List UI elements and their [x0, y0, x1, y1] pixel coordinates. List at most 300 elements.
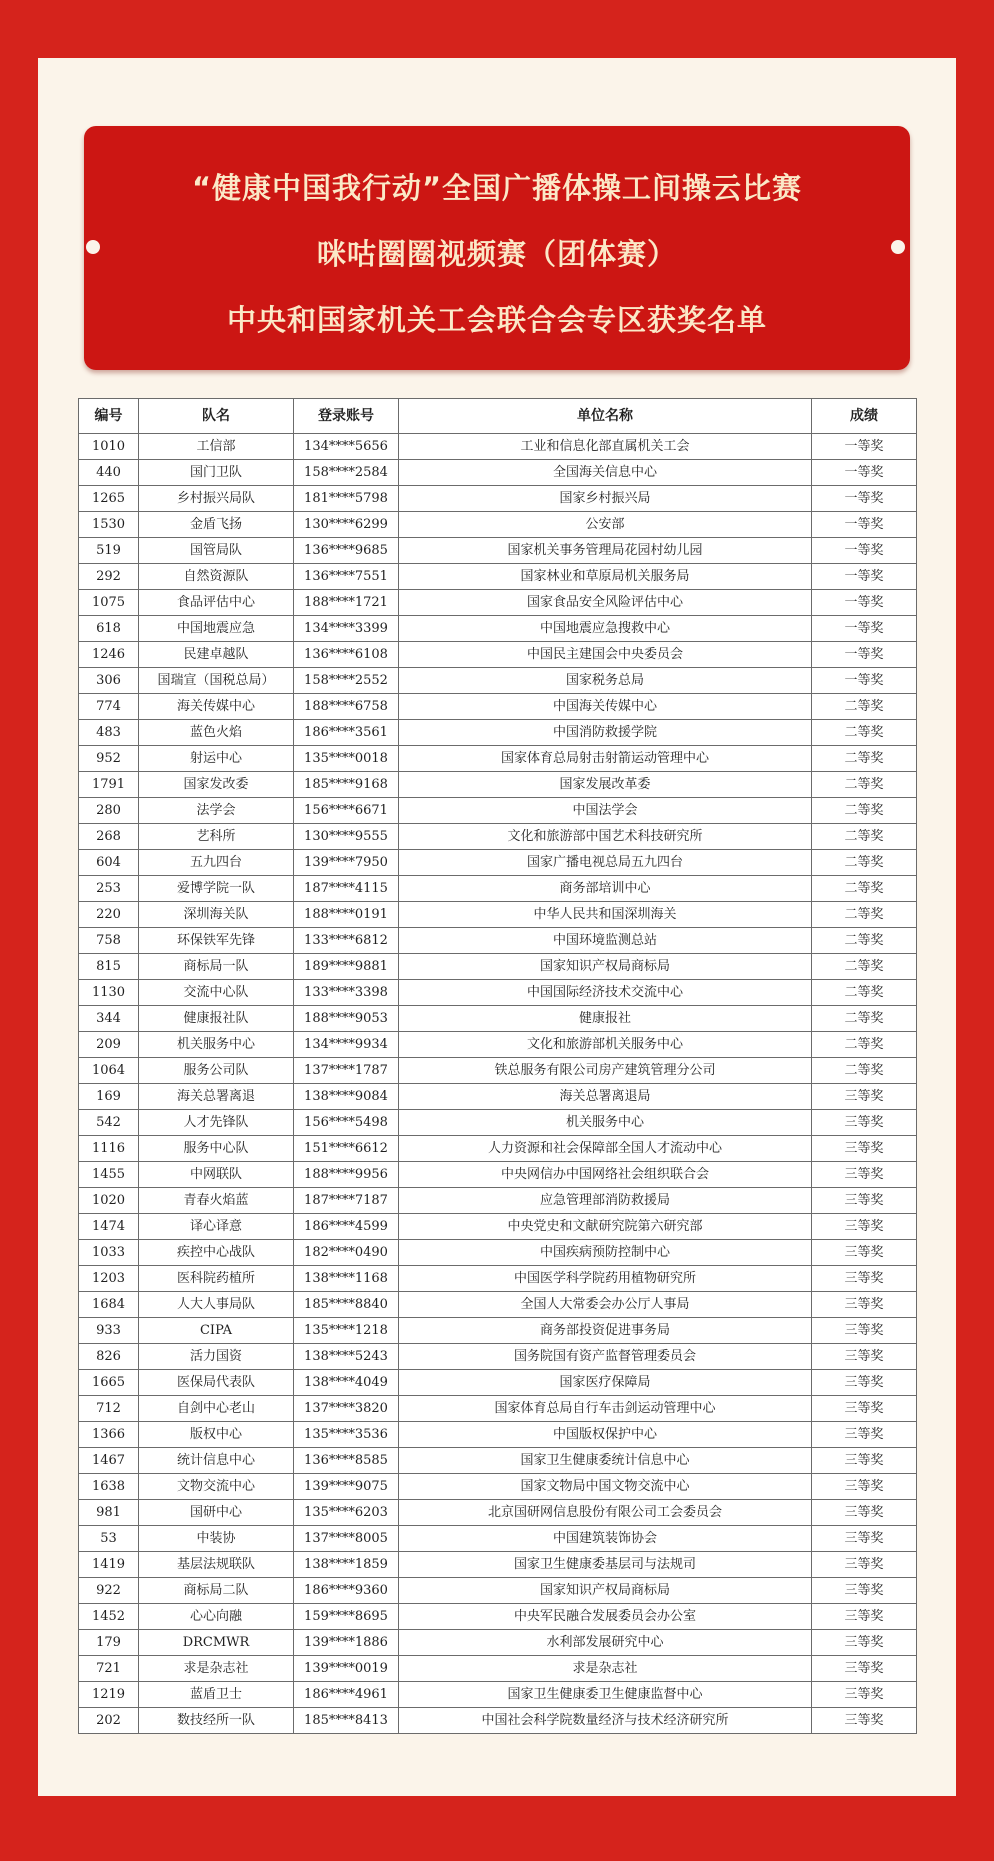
cell-team-name: 活力国资 — [139, 1344, 294, 1370]
cell-unit-name: 中国地震应急搜救中心 — [399, 616, 812, 642]
cell-unit-name: 国家体育总局射击射箭运动管理中心 — [399, 746, 812, 772]
cell-id: 1452 — [79, 1604, 139, 1630]
cell-account: 135****3536 — [294, 1422, 399, 1448]
cell-team-name: 健康报社队 — [139, 1006, 294, 1032]
cell-id: 209 — [79, 1032, 139, 1058]
cell-unit-name: 北京国研网信息股份有限公司工会委员会 — [399, 1500, 812, 1526]
cell-id: 1064 — [79, 1058, 139, 1084]
cell-unit-name: 中国建筑装饰协会 — [399, 1526, 812, 1552]
cell-id: 1638 — [79, 1474, 139, 1500]
cell-result: 二等奖 — [812, 928, 917, 954]
table-row — [79, 824, 917, 850]
cell-result: 一等奖 — [812, 460, 917, 486]
cell-result: 二等奖 — [812, 850, 917, 876]
cell-id: 1665 — [79, 1370, 139, 1396]
cell-account: 139****7950 — [294, 850, 399, 876]
cell-team-name: 自剑中心老山 — [139, 1396, 294, 1422]
cell-unit-name: 应急管理部消防救援局 — [399, 1188, 812, 1214]
cell-account: 137****8005 — [294, 1526, 399, 1552]
cell-result: 三等奖 — [812, 1526, 917, 1552]
cell-team-name: 环保铁军先锋 — [139, 928, 294, 954]
cell-team-name: 商标局二队 — [139, 1578, 294, 1604]
cell-result: 三等奖 — [812, 1552, 917, 1578]
cell-account: 188****0191 — [294, 902, 399, 928]
cell-unit-name: 中国国际经济技术交流中心 — [399, 980, 812, 1006]
cell-id: 53 — [79, 1526, 139, 1552]
cell-id: 483 — [79, 720, 139, 746]
cell-unit-name: 健康报社 — [399, 1006, 812, 1032]
cell-id: 604 — [79, 850, 139, 876]
table-row — [79, 1058, 917, 1084]
cell-team-name: 心心向融 — [139, 1604, 294, 1630]
cell-team-name: 五九四台 — [139, 850, 294, 876]
cell-id: 1203 — [79, 1266, 139, 1292]
cell-id: 815 — [79, 954, 139, 980]
cell-result: 一等奖 — [812, 434, 917, 460]
cell-team-name: 海关传媒中心 — [139, 694, 294, 720]
cell-result: 二等奖 — [812, 824, 917, 850]
cell-unit-name: 公安部 — [399, 512, 812, 538]
cell-id: 1467 — [79, 1448, 139, 1474]
table-row — [79, 720, 917, 746]
cell-account: 136****8585 — [294, 1448, 399, 1474]
table-row — [79, 616, 917, 642]
cell-team-name: 求是杂志社 — [139, 1656, 294, 1682]
table-row — [79, 1396, 917, 1422]
cell-id: 1265 — [79, 486, 139, 512]
table-row — [79, 1318, 917, 1344]
cell-unit-name: 中国民主建国会中央委员会 — [399, 642, 812, 668]
cell-id: 253 — [79, 876, 139, 902]
cell-unit-name: 人力资源和社会保障部全国人才流动中心 — [399, 1136, 812, 1162]
cell-id: 306 — [79, 668, 139, 694]
cell-account: 139****1886 — [294, 1630, 399, 1656]
cell-id: 179 — [79, 1630, 139, 1656]
cell-unit-name: 中国消防救援学院 — [399, 720, 812, 746]
table-row — [79, 1708, 917, 1734]
cell-result: 二等奖 — [812, 772, 917, 798]
cell-account: 134****3399 — [294, 616, 399, 642]
title-line-1: “健康中国我行动”全国广播体操工间操云比赛 — [191, 171, 803, 205]
cell-result: 二等奖 — [812, 720, 917, 746]
cell-id: 618 — [79, 616, 139, 642]
cell-result: 三等奖 — [812, 1604, 917, 1630]
table-row — [79, 642, 917, 668]
table-row — [79, 1136, 917, 1162]
cell-result: 三等奖 — [812, 1110, 917, 1136]
cell-account: 186****3561 — [294, 720, 399, 746]
cell-unit-name: 国家广播电视总局五九四台 — [399, 850, 812, 876]
cell-result: 一等奖 — [812, 668, 917, 694]
cell-result: 二等奖 — [812, 1032, 917, 1058]
cell-team-name: 机关服务中心 — [139, 1032, 294, 1058]
table-row — [79, 1422, 917, 1448]
table-row — [79, 1682, 917, 1708]
cell-account: 138****5243 — [294, 1344, 399, 1370]
cell-unit-name: 国家税务总局 — [399, 668, 812, 694]
cell-id: 721 — [79, 1656, 139, 1682]
cell-unit-name: 中国环境监测总站 — [399, 928, 812, 954]
cell-id: 1530 — [79, 512, 139, 538]
cell-id: 1075 — [79, 590, 139, 616]
cell-id: 758 — [79, 928, 139, 954]
cell-result: 三等奖 — [812, 1266, 917, 1292]
cell-unit-name: 国家知识产权局商标局 — [399, 954, 812, 980]
cell-account: 189****9881 — [294, 954, 399, 980]
award-list-table — [78, 398, 917, 1734]
cell-unit-name: 中国海关传媒中心 — [399, 694, 812, 720]
cell-id: 826 — [79, 1344, 139, 1370]
cell-unit-name: 商务部投资促进事务局 — [399, 1318, 812, 1344]
cell-id: 519 — [79, 538, 139, 564]
table-row — [79, 798, 917, 824]
table-row — [79, 850, 917, 876]
cell-account: 138****9084 — [294, 1084, 399, 1110]
cell-result: 三等奖 — [812, 1162, 917, 1188]
cell-unit-name: 中国法学会 — [399, 798, 812, 824]
cell-id: 1684 — [79, 1292, 139, 1318]
cell-team-name: 射运中心 — [139, 746, 294, 772]
cell-result: 三等奖 — [812, 1630, 917, 1656]
cell-id: 1020 — [79, 1188, 139, 1214]
table-row — [79, 746, 917, 772]
cell-account: 151****6612 — [294, 1136, 399, 1162]
cell-team-name: 人大人事局队 — [139, 1292, 294, 1318]
cell-id: 169 — [79, 1084, 139, 1110]
cell-account: 134****9934 — [294, 1032, 399, 1058]
cell-id: 1474 — [79, 1214, 139, 1240]
table-header-row — [79, 399, 917, 434]
cell-account: 139****0019 — [294, 1656, 399, 1682]
table-row — [79, 1656, 917, 1682]
table-row — [79, 538, 917, 564]
cell-id: 1033 — [79, 1240, 139, 1266]
cell-result: 三等奖 — [812, 1136, 917, 1162]
cell-team-name: 自然资源队 — [139, 564, 294, 590]
cell-result: 三等奖 — [812, 1682, 917, 1708]
cell-account: 137****1787 — [294, 1058, 399, 1084]
cell-account: 133****6812 — [294, 928, 399, 954]
table-row — [79, 1552, 917, 1578]
cell-id: 1010 — [79, 434, 139, 460]
cell-id: 1246 — [79, 642, 139, 668]
table-row — [79, 1214, 917, 1240]
cell-team-name: 国门卫队 — [139, 460, 294, 486]
cell-id: 344 — [79, 1006, 139, 1032]
cell-account: 137****3820 — [294, 1396, 399, 1422]
cell-team-name: 国瑞宣（国税总局） — [139, 668, 294, 694]
cell-account: 134****5656 — [294, 434, 399, 460]
cell-team-name: 疾控中心战队 — [139, 1240, 294, 1266]
cell-account: 185****8840 — [294, 1292, 399, 1318]
cell-result: 一等奖 — [812, 538, 917, 564]
cell-account: 138****4049 — [294, 1370, 399, 1396]
cell-team-name: 基层法规联队 — [139, 1552, 294, 1578]
table-row — [79, 1370, 917, 1396]
cell-team-name: 统计信息中心 — [139, 1448, 294, 1474]
table-row — [79, 460, 917, 486]
cell-account: 159****8695 — [294, 1604, 399, 1630]
cell-unit-name: 中央军民融合发展委员会办公室 — [399, 1604, 812, 1630]
cell-result: 二等奖 — [812, 954, 917, 980]
cell-account: 188****9956 — [294, 1162, 399, 1188]
table-row — [79, 668, 917, 694]
cell-unit-name: 工业和信息化部直属机关工会 — [399, 434, 812, 460]
cell-team-name: 版权中心 — [139, 1422, 294, 1448]
table-row — [79, 1604, 917, 1630]
cell-id: 1366 — [79, 1422, 139, 1448]
cell-account: 130****9555 — [294, 824, 399, 850]
cell-result: 二等奖 — [812, 798, 917, 824]
cell-result: 二等奖 — [812, 902, 917, 928]
table-row — [79, 1448, 917, 1474]
cell-team-name: 艺科所 — [139, 824, 294, 850]
cell-result: 三等奖 — [812, 1396, 917, 1422]
table-row — [79, 1526, 917, 1552]
cell-id: 280 — [79, 798, 139, 824]
cell-unit-name: 国家发展改革委 — [399, 772, 812, 798]
cell-unit-name: 中国版权保护中心 — [399, 1422, 812, 1448]
table-row — [79, 1474, 917, 1500]
table-row — [79, 486, 917, 512]
cell-unit-name: 国家文物局中国文物交流中心 — [399, 1474, 812, 1500]
cell-account: 135****0018 — [294, 746, 399, 772]
cell-team-name: 服务公司队 — [139, 1058, 294, 1084]
table-row — [79, 772, 917, 798]
cell-unit-name: 水利部发展研究中心 — [399, 1630, 812, 1656]
cell-result: 三等奖 — [812, 1214, 917, 1240]
cell-team-name: 人才先锋队 — [139, 1110, 294, 1136]
cell-account: 185****8413 — [294, 1708, 399, 1734]
cell-team-name: 中国地震应急 — [139, 616, 294, 642]
cell-id: 952 — [79, 746, 139, 772]
cell-id: 981 — [79, 1500, 139, 1526]
cell-unit-name: 国家卫生健康委基层司与法规司 — [399, 1552, 812, 1578]
cell-unit-name: 文化和旅游部机关服务中心 — [399, 1032, 812, 1058]
cell-unit-name: 中国社会科学院数量经济与技术经济研究所 — [399, 1708, 812, 1734]
cell-account: 135****1218 — [294, 1318, 399, 1344]
cell-unit-name: 全国海关信息中心 — [399, 460, 812, 486]
cell-team-name: 译心译意 — [139, 1214, 294, 1240]
cell-unit-name: 国家食品安全风险评估中心 — [399, 590, 812, 616]
cell-team-name: 商标局一队 — [139, 954, 294, 980]
table-row — [79, 1630, 917, 1656]
table-row — [79, 1032, 917, 1058]
cell-team-name: 青春火焰蓝 — [139, 1188, 294, 1214]
cell-unit-name: 国家医疗保障局 — [399, 1370, 812, 1396]
cell-team-name: CIPA — [139, 1318, 294, 1344]
table-row — [79, 1240, 917, 1266]
cell-result: 一等奖 — [812, 486, 917, 512]
cell-account: 136****6108 — [294, 642, 399, 668]
cell-result: 三等奖 — [812, 1292, 917, 1318]
table-body — [79, 434, 917, 1734]
cell-id: 774 — [79, 694, 139, 720]
cell-team-name: 民建卓越队 — [139, 642, 294, 668]
cell-account: 136****7551 — [294, 564, 399, 590]
cell-result: 三等奖 — [812, 1084, 917, 1110]
cell-team-name: 法学会 — [139, 798, 294, 824]
cell-account: 188****1721 — [294, 590, 399, 616]
table-row — [79, 1006, 917, 1032]
cell-team-name: 海关总署离退 — [139, 1084, 294, 1110]
cell-unit-name: 求是杂志社 — [399, 1656, 812, 1682]
column-header-unit: 单位名称 — [399, 399, 812, 434]
cell-account: 182****0490 — [294, 1240, 399, 1266]
cell-result: 三等奖 — [812, 1422, 917, 1448]
cell-result: 二等奖 — [812, 980, 917, 1006]
table-row — [79, 1578, 917, 1604]
cell-team-name: 文物交流中心 — [139, 1474, 294, 1500]
cell-result: 一等奖 — [812, 616, 917, 642]
cell-account: 139****9075 — [294, 1474, 399, 1500]
table-row — [79, 590, 917, 616]
table-row — [79, 954, 917, 980]
table-row — [79, 1188, 917, 1214]
table-row — [79, 876, 917, 902]
title-banner — [84, 126, 910, 370]
cell-result: 二等奖 — [812, 1058, 917, 1084]
cell-id: 1419 — [79, 1552, 139, 1578]
banner-right-dot — [891, 240, 905, 254]
cell-team-name: 乡村振兴局队 — [139, 486, 294, 512]
cell-unit-name: 国家林业和草原局机关服务局 — [399, 564, 812, 590]
cell-unit-name: 中央党史和文献研究院第六研究部 — [399, 1214, 812, 1240]
cell-account: 158****2584 — [294, 460, 399, 486]
cell-result: 三等奖 — [812, 1448, 917, 1474]
cell-account: 187****4115 — [294, 876, 399, 902]
cell-id: 1455 — [79, 1162, 139, 1188]
cell-id: 712 — [79, 1396, 139, 1422]
table-row — [79, 564, 917, 590]
cell-unit-name: 国家卫生健康委卫生健康监督中心 — [399, 1682, 812, 1708]
column-header-account: 登录账号 — [294, 399, 399, 434]
cell-team-name: 医科院药植所 — [139, 1266, 294, 1292]
cell-id: 1219 — [79, 1682, 139, 1708]
cell-unit-name: 中国疾病预防控制中心 — [399, 1240, 812, 1266]
table-row — [79, 1084, 917, 1110]
cell-account: 186****9360 — [294, 1578, 399, 1604]
cell-team-name: 金盾飞扬 — [139, 512, 294, 538]
cell-unit-name: 国家乡村振兴局 — [399, 486, 812, 512]
cell-team-name: 国管局队 — [139, 538, 294, 564]
cell-account: 187****7187 — [294, 1188, 399, 1214]
cell-result: 三等奖 — [812, 1656, 917, 1682]
cell-account: 181****5798 — [294, 486, 399, 512]
cell-result: 二等奖 — [812, 876, 917, 902]
cell-unit-name: 国家卫生健康委统计信息中心 — [399, 1448, 812, 1474]
cell-account: 156****5498 — [294, 1110, 399, 1136]
cell-result: 一等奖 — [812, 642, 917, 668]
table-row — [79, 512, 917, 538]
cell-result: 一等奖 — [812, 590, 917, 616]
cell-result: 三等奖 — [812, 1500, 917, 1526]
table-row — [79, 434, 917, 460]
cell-team-name: 食品评估中心 — [139, 590, 294, 616]
table-row — [79, 902, 917, 928]
cell-result: 二等奖 — [812, 746, 917, 772]
cell-team-name: 爱博学院一队 — [139, 876, 294, 902]
cell-unit-name: 全国人大常委会办公厅人事局 — [399, 1292, 812, 1318]
cell-result: 一等奖 — [812, 564, 917, 590]
title-line-3: 中央和国家机关工会联合会专区获奖名单 — [226, 303, 767, 337]
table-row — [79, 1292, 917, 1318]
title-line-2: 咪咕圈圈视频赛（团体赛） — [316, 237, 677, 271]
cell-team-name: 数技经所一队 — [139, 1708, 294, 1734]
cell-account: 158****2552 — [294, 668, 399, 694]
cell-unit-name: 铁总服务有限公司房产建筑管理分公司 — [399, 1058, 812, 1084]
cell-result: 三等奖 — [812, 1240, 917, 1266]
cell-team-name: 中网联队 — [139, 1162, 294, 1188]
cell-team-name: 国家发改委 — [139, 772, 294, 798]
cell-unit-name: 中央网信办中国网络社会组织联合会 — [399, 1162, 812, 1188]
banner-left-dot — [86, 240, 100, 254]
cell-unit-name: 国务院国有资产监督管理委员会 — [399, 1344, 812, 1370]
cell-id: 1791 — [79, 772, 139, 798]
cell-id: 542 — [79, 1110, 139, 1136]
cell-unit-name: 机关服务中心 — [399, 1110, 812, 1136]
table-row — [79, 1344, 917, 1370]
table-row — [79, 1266, 917, 1292]
column-header-team: 队名 — [139, 399, 294, 434]
cell-account: 133****3398 — [294, 980, 399, 1006]
cell-team-name: 中装协 — [139, 1526, 294, 1552]
cell-unit-name: 商务部培训中心 — [399, 876, 812, 902]
cell-result: 三等奖 — [812, 1474, 917, 1500]
table-row — [79, 694, 917, 720]
cell-team-name: 蓝色火焰 — [139, 720, 294, 746]
cell-team-name: 深圳海关队 — [139, 902, 294, 928]
cell-account: 135****6203 — [294, 1500, 399, 1526]
cell-unit-name: 国家体育总局自行车击剑运动管理中心 — [399, 1396, 812, 1422]
cell-id: 220 — [79, 902, 139, 928]
cell-result: 三等奖 — [812, 1578, 917, 1604]
cell-result: 三等奖 — [812, 1344, 917, 1370]
cell-id: 440 — [79, 460, 139, 486]
cell-team-name: 医保局代表队 — [139, 1370, 294, 1396]
cell-result: 三等奖 — [812, 1370, 917, 1396]
cell-account: 156****6671 — [294, 798, 399, 824]
cell-id: 292 — [79, 564, 139, 590]
cell-result: 一等奖 — [812, 512, 917, 538]
cell-id: 1116 — [79, 1136, 139, 1162]
cell-team-name: DRCMWR — [139, 1630, 294, 1656]
cell-id: 1130 — [79, 980, 139, 1006]
table-row — [79, 1110, 917, 1136]
cell-unit-name: 海关总署离退局 — [399, 1084, 812, 1110]
cell-team-name: 交流中心队 — [139, 980, 294, 1006]
cell-result: 二等奖 — [812, 1006, 917, 1032]
cell-unit-name: 国家机关事务管理局花园村幼儿园 — [399, 538, 812, 564]
cell-id: 922 — [79, 1578, 139, 1604]
cell-result: 三等奖 — [812, 1708, 917, 1734]
cell-unit-name: 中华人民共和国深圳海关 — [399, 902, 812, 928]
table-row — [79, 1500, 917, 1526]
cell-id: 933 — [79, 1318, 139, 1344]
cell-account: 136****9685 — [294, 538, 399, 564]
column-header-result: 成绩 — [812, 399, 917, 434]
cell-result: 三等奖 — [812, 1188, 917, 1214]
cell-result: 三等奖 — [812, 1318, 917, 1344]
cell-account: 186****4961 — [294, 1682, 399, 1708]
table-row — [79, 1162, 917, 1188]
cell-id: 268 — [79, 824, 139, 850]
column-header-id: 编号 — [79, 399, 139, 434]
cell-id: 202 — [79, 1708, 139, 1734]
cell-team-name: 服务中心队 — [139, 1136, 294, 1162]
cell-account: 188****6758 — [294, 694, 399, 720]
cell-account: 188****9053 — [294, 1006, 399, 1032]
